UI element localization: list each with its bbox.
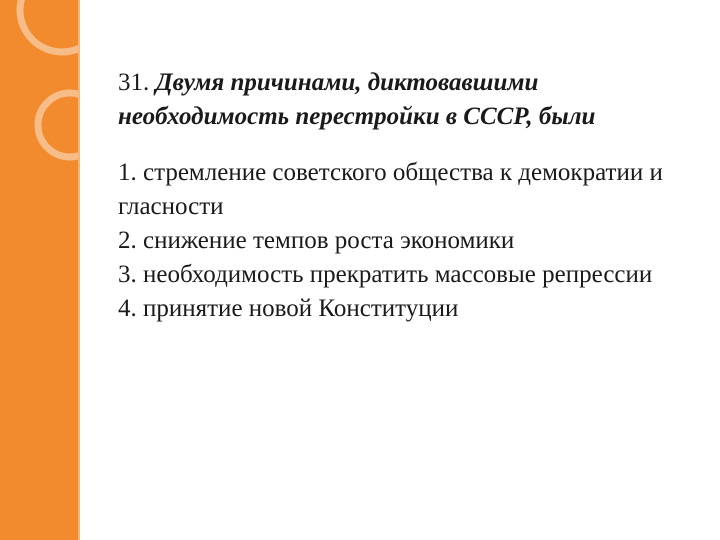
- sidebar-divider: [78, 0, 80, 540]
- question-number: 31.: [118, 69, 150, 96]
- orange-sidebar: [0, 0, 78, 540]
- answer-option-1: 1. стремление советского общества к демократии и гласности: [118, 159, 663, 220]
- decorative-rings-icon: [0, 0, 78, 540]
- question: [118, 66, 678, 134]
- answer-list: [118, 156, 678, 326]
- question-text: Двумя причинами, диктовавшими необходимость перестройки в СССР, были: [118, 69, 596, 130]
- answer-option-3: 3. необходимость прекратить массовые репрессии: [118, 261, 653, 288]
- answer-option-2: 2. снижение темпов роста экономики: [118, 227, 515, 254]
- slide-content: [118, 66, 678, 326]
- answer-option-4: 4. принятие новой Конституции: [118, 295, 459, 322]
